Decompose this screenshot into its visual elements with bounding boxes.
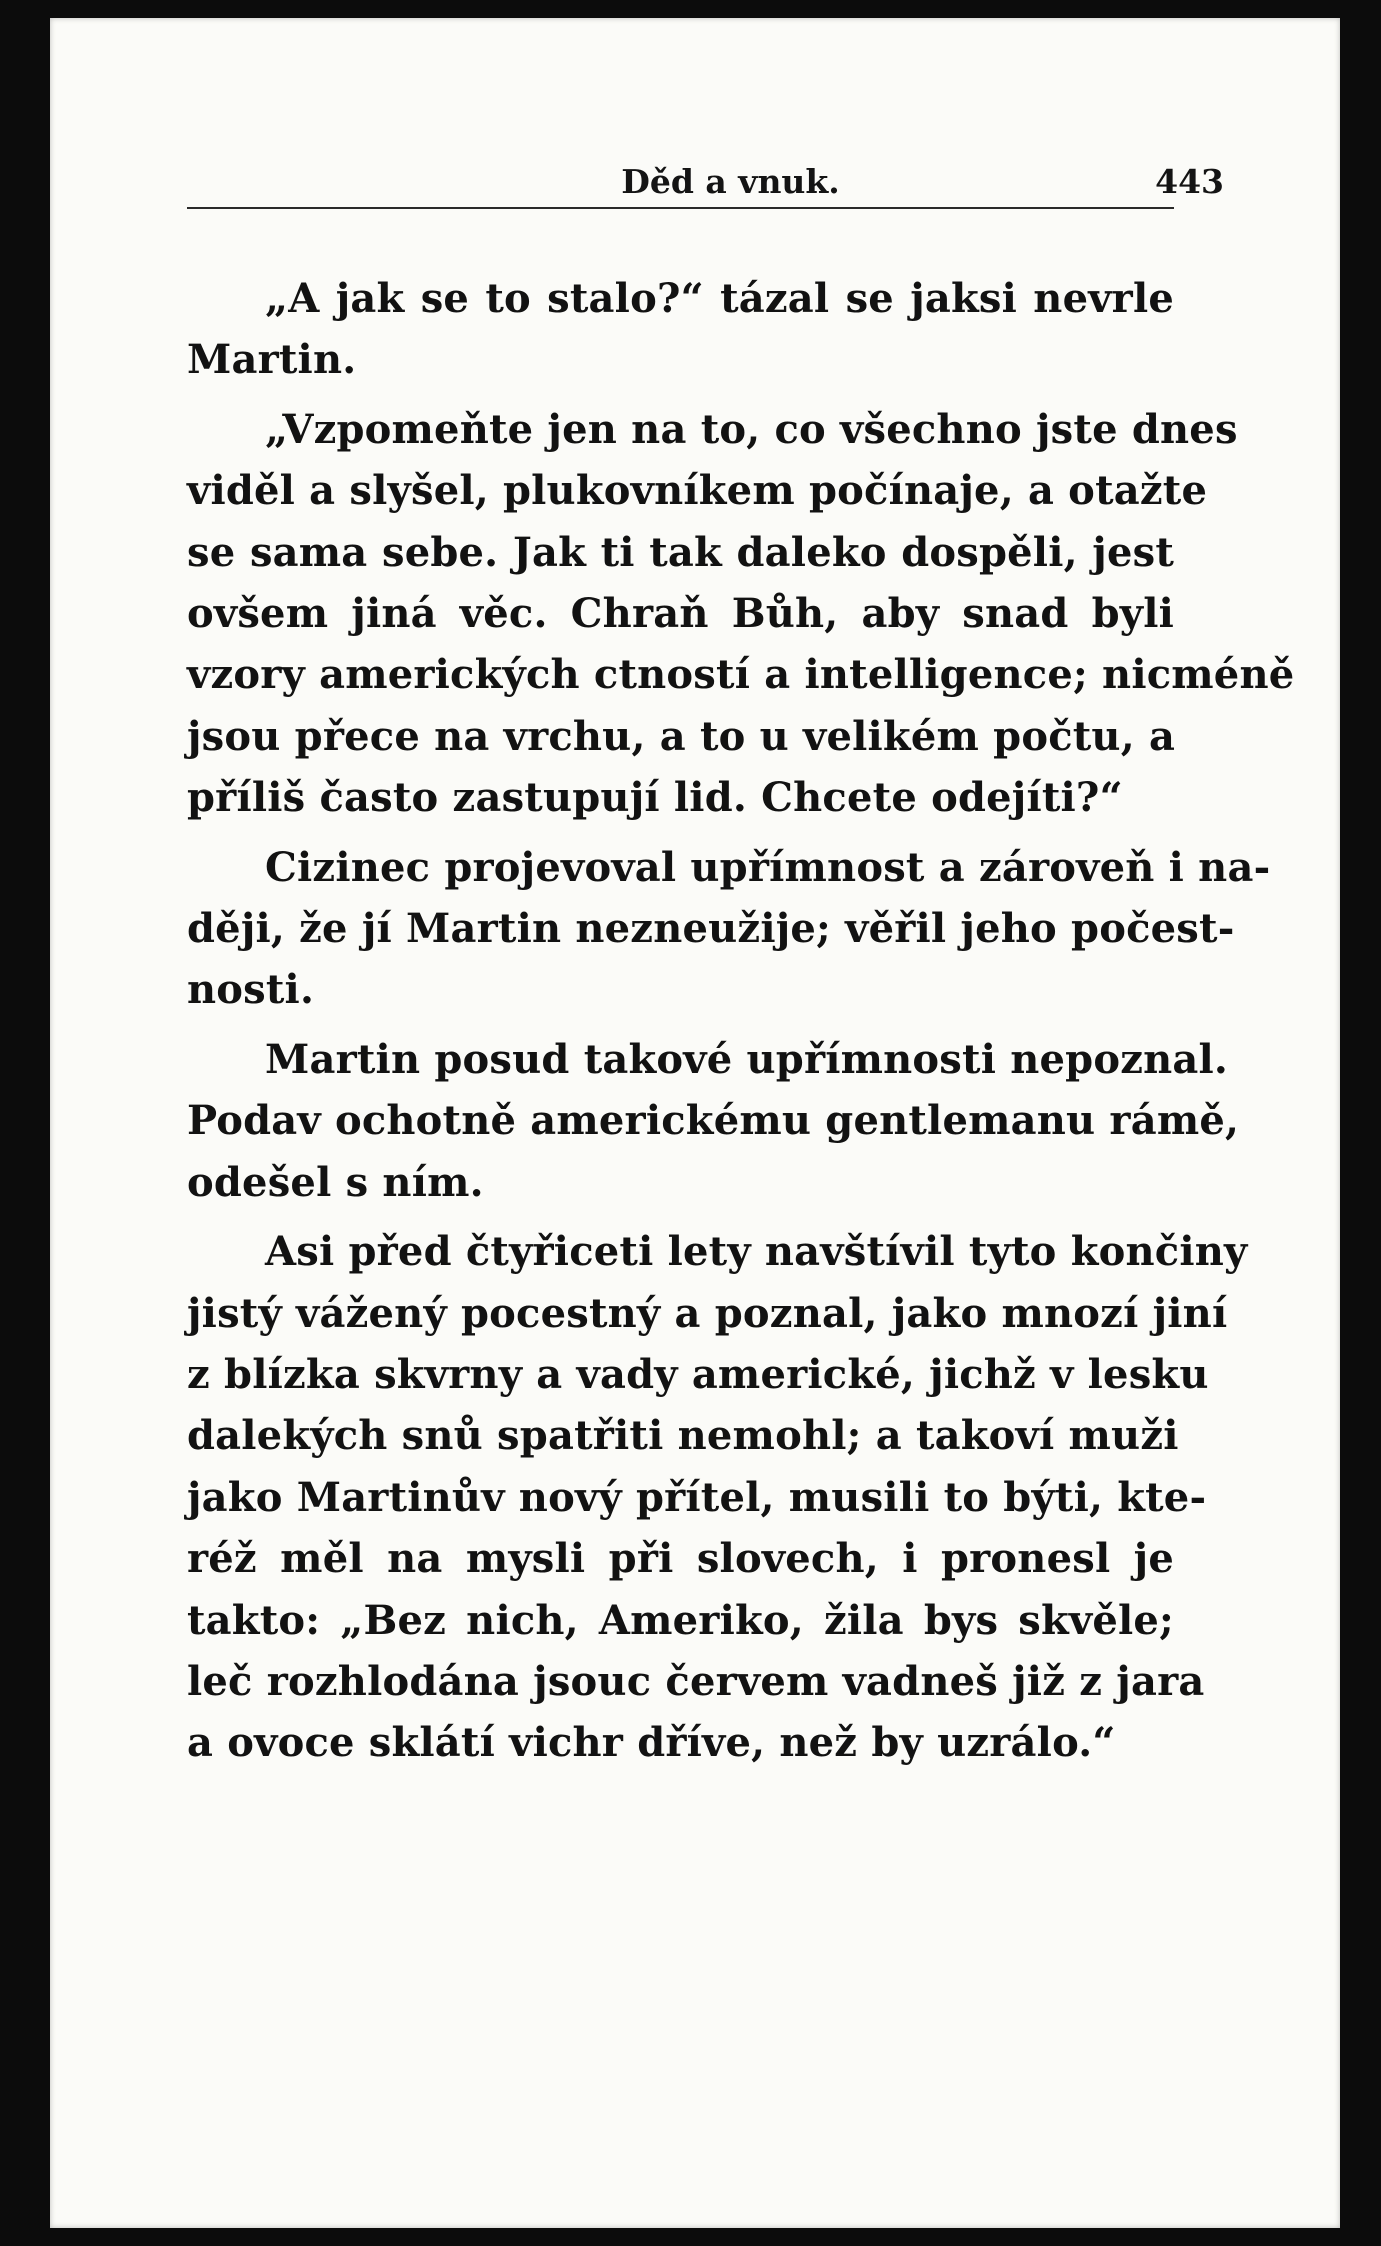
running-title: Děd a vnuk.	[621, 162, 840, 201]
text-line: leč rozhlodána jsouc červem vadneš již z jara	[187, 1657, 1205, 1705]
text-line: a ovoce sklátí vichr dříve, než by uzrálo.“	[187, 1719, 1116, 1767]
text-line: „Vzpomeňte jen na to, co všechno jste dnes	[265, 405, 1238, 453]
text-line: réž měl na mysli při slovech, i pronesl je	[187, 1535, 1174, 1583]
text-line: z blízka skvrny a vady americké, jichž v lesku	[187, 1350, 1209, 1398]
text-line: Cizinec projevoval upřímnost a zároveň i na-	[265, 843, 1271, 891]
text-line: ovšem jiná věc. Chraň Bůh, aby snad byli	[187, 590, 1174, 638]
text-line: jako Martinův nový přítel, musili to býti, kte-	[187, 1473, 1207, 1521]
body-text	[187, 268, 1295, 1774]
text-line: Podav ochotně americkému gentlemanu rámě,	[187, 1097, 1240, 1145]
text-line: Martin posud takové upřímnosti nepoznal.	[265, 1035, 1229, 1083]
page-number: 443	[1155, 162, 1224, 201]
text-line: jsou přece na vrchu, a to u velikém počtu, a	[187, 712, 1176, 760]
text-line: „A jak se to stalo?“ tázal se jaksi nevrle	[265, 275, 1174, 322]
text-line: viděl a slyšel, plukovníkem počínaje, a otažte	[187, 467, 1208, 515]
text-line: nosti.	[187, 966, 315, 1014]
text-line: odešel s ním.	[187, 1158, 484, 1206]
page-header	[237, 148, 1224, 208]
text-line: Martin.	[187, 336, 357, 384]
text-line: příliš často zastupují lid. Chcete odejíti?“	[187, 774, 1123, 822]
text-line: vzory amerických ctností a intelligence; nicméně	[187, 651, 1295, 699]
text-line: se sama sebe. Jak ti tak daleko dospěli, jest	[187, 528, 1174, 576]
header-rule	[187, 207, 1174, 209]
text-line: Asi před čtyřiceti lety navštívil tyto končiny	[265, 1228, 1248, 1276]
text-line: dalekých snů spatřiti nemohl; a takoví muži	[187, 1412, 1179, 1460]
text-line: takto: „Bez nich, Ameriko, žila bys skvěle;	[187, 1596, 1174, 1644]
text-line: jistý vážený pocestný a poznal, jako mnozí jiní	[187, 1289, 1228, 1337]
text-line: ději, že jí Martin nezneužije; věřil jeho počest-	[187, 905, 1235, 953]
